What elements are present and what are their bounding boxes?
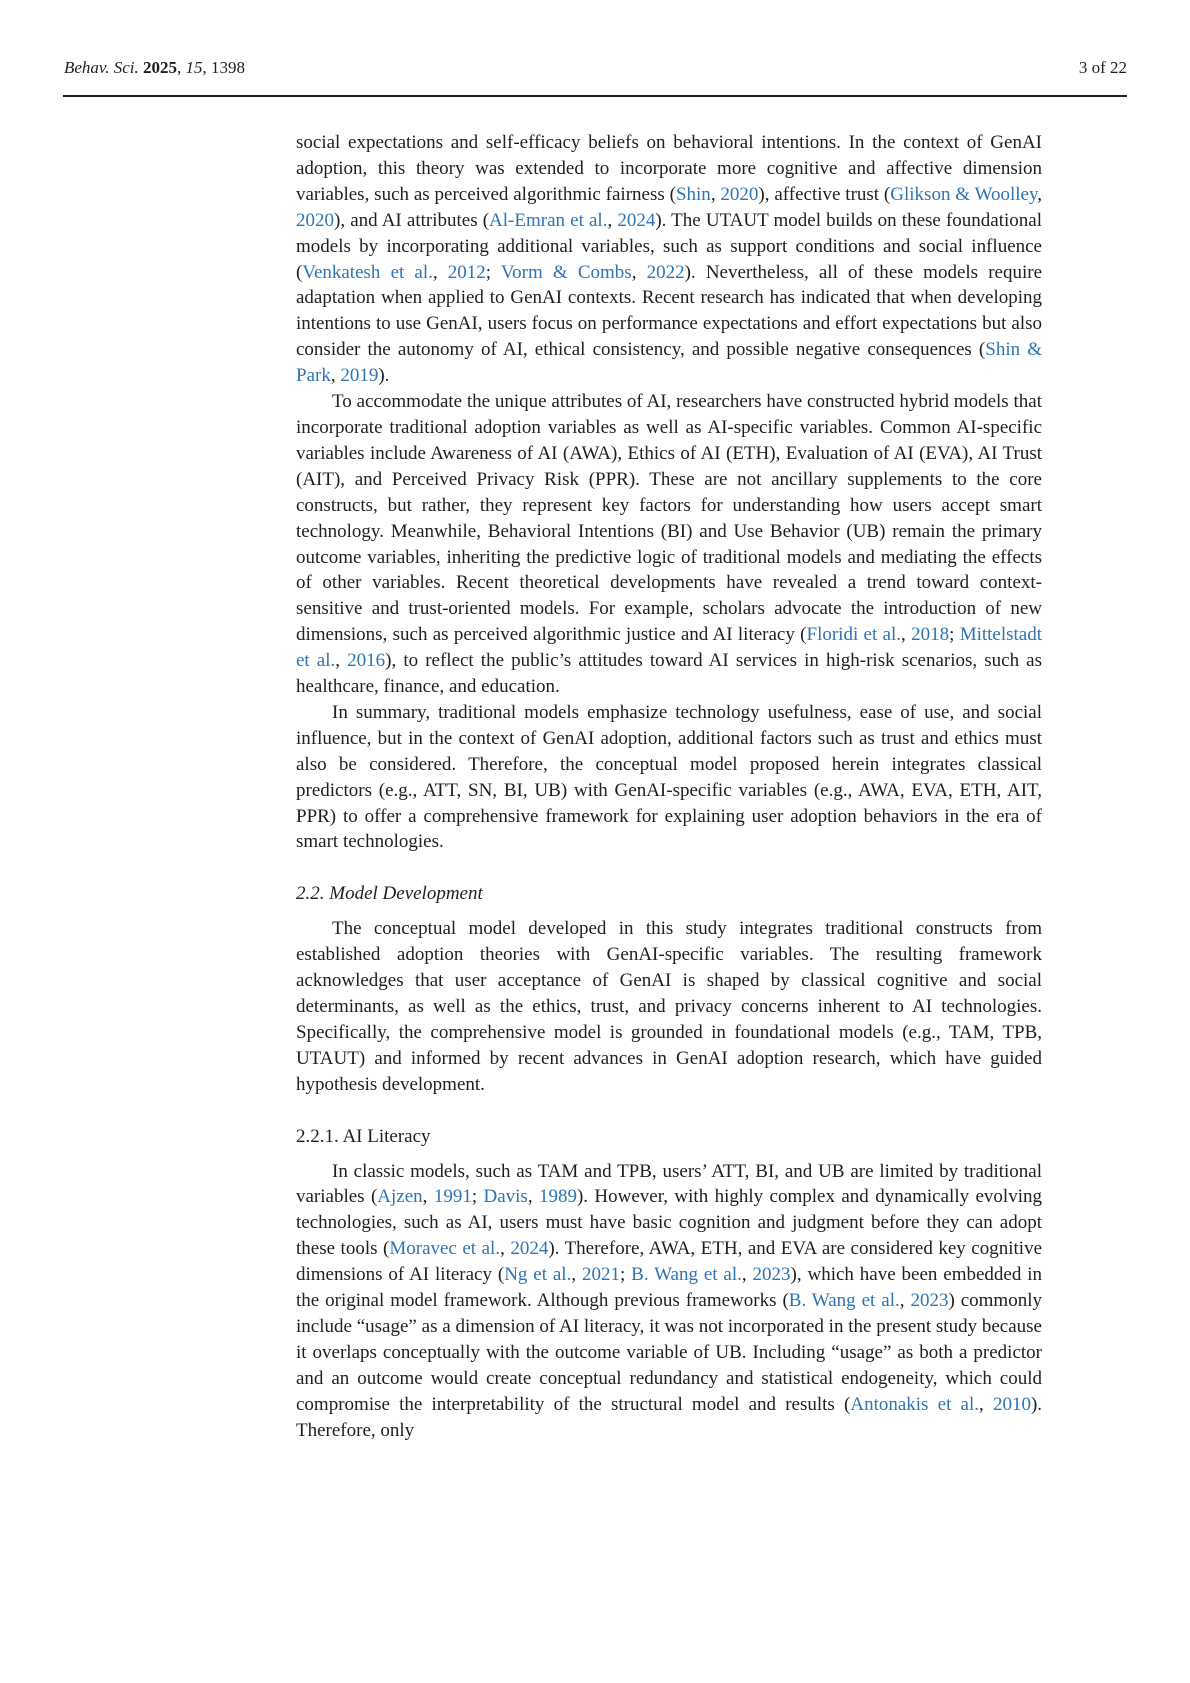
- running-head: [64, 58, 1127, 78]
- text-run: ). Nevertheless, all of these models require adaptation when applied to GenAI contexts. Recent research has indicated that when developing intentions to use GenAI, users focus on performance expectations and effort expectations but also consider the autonomy of AI, ethical consistency, and possible negative consequences (: [296, 261, 1043, 361]
- citation-link[interactable]: Venkatesh et al.: [302, 261, 433, 283]
- citation-link[interactable]: 2016: [347, 650, 386, 672]
- citation-link[interactable]: 2018: [911, 624, 950, 646]
- citation-link[interactable]: 2021: [581, 1264, 620, 1286]
- text-run: ,: [741, 1264, 753, 1286]
- citation-link[interactable]: 2019: [340, 365, 379, 387]
- citation-link[interactable]: B. Wang et al.: [631, 1264, 742, 1286]
- citation-link[interactable]: 2012: [447, 261, 486, 283]
- text-run: In summary, traditional models emphasize technology usefulness, ease of use, and social influence, but in the context of GenAI adoption, additional factors such as trust and ethics must also be considered. Therefore, the conceptual model proposed herein integrates classical predictors (e.g., ATT, SN, BI, UB) with GenAI-specific variables (e.g., AWA, EVA, ETH, AIT, PPR) to offer a comprehensive framework for explaining user adoption behaviors in the era of smart technologies.: [296, 701, 1042, 853]
- citation-link[interactable]: Al-Emran et al.: [489, 209, 608, 231]
- text-run: The conceptual model developed in this study integrates traditional constructs from established adoption theories with GenAI-specific variables. The resulting framework acknowledges that user acceptance of GenAI is shaped by classical cognitive and social determinants, as well as the ethics, trust, and privacy concerns inherent to AI technologies. Specifically, the comprehensive model is grounded in foundational models (e.g., TAM, TPB, UTAUT) and informed by recent advances in GenAI adoption research, which have guided hypothesis development.: [296, 918, 1042, 1095]
- citation-link[interactable]: B. Wang et al.: [788, 1290, 900, 1312]
- text-run: ). Therefore, only: [296, 1393, 1043, 1441]
- text-run: ;: [949, 624, 960, 646]
- citation-link[interactable]: Vorm & Combs: [500, 261, 632, 283]
- text-run: , 1398: [202, 58, 245, 77]
- citation-link[interactable]: 2020: [296, 209, 334, 231]
- citation-link[interactable]: 2023: [910, 1290, 949, 1312]
- header-rule: [63, 95, 1127, 97]
- text-run: ), affective trust (: [758, 183, 891, 205]
- citation-link[interactable]: 2022: [646, 261, 685, 283]
- text-run: ), which have been embedded in the original model framework. Although previous frameworks (: [296, 1264, 1042, 1312]
- citation-link[interactable]: Mittelstadt et al.: [296, 624, 1043, 672]
- text-run: ), and AI attributes (: [334, 209, 490, 231]
- page-number: 3 of 22: [1078, 58, 1127, 77]
- text-run: ;: [485, 261, 501, 283]
- citation-link[interactable]: 2024: [510, 1238, 549, 1260]
- text-run: ,: [1037, 183, 1042, 205]
- paragraph: [296, 916, 1042, 1097]
- citation-link[interactable]: 1989: [538, 1186, 577, 1208]
- text-run: ;: [471, 1186, 484, 1208]
- text-run: ,: [899, 1290, 911, 1312]
- text-run: ,: [422, 1186, 434, 1208]
- text-run: ,: [330, 365, 341, 387]
- text-run: ), to reflect the public’s attitudes toward AI services in high-risk scenarios, such as healthcare, finance, and education.: [296, 650, 1042, 698]
- text-run: ,: [176, 58, 186, 77]
- text-run: Behav. Sci.: [64, 58, 143, 77]
- text-run: social expectations and self-efficacy beliefs on behavioral intentions. In the context of GenAI adoption, this theory was extended to incorporate more cognitive and affective dimension variables, such as perceived algorithmic fairness (: [296, 132, 1042, 205]
- text-run: ). Therefore, AWA, ETH, and EVA are considered key cognitive dimensions of AI literacy (: [296, 1238, 1043, 1286]
- text-run: In classic models, such as TAM and TPB, users’ ATT, BI, and UB are limited by traditional variables (: [296, 1160, 1042, 1208]
- citation-link[interactable]: Ajzen: [377, 1186, 423, 1208]
- citation-link[interactable]: 2023: [752, 1264, 791, 1286]
- citation-link[interactable]: 2024: [617, 209, 656, 231]
- citation-link[interactable]: Ng et al.: [504, 1264, 572, 1286]
- text-run: To accommodate the unique attributes of AI, researchers have constructed hybrid models that incorporate traditional adoption variables as well as AI-specific variables. Common AI-specific variables include Awareness of AI (AWA), Ethics of AI (ETH), Evaluation of AI (EVA), AI Trust (AIT), and Perceived Privacy Risk (PPR). These are not ancillary supplements to the core constructs, but rather, they represent key factors for understanding how users accept smart technology. Meanwhile, Behavioral Intentions (BI) and Use Behavior (UB) remain the primary outcome variables, inheriting the predictive logic of traditional models and mediating the effects of other variables. Recent theoretical developments have revealed a trend toward context-sensitive and trust-oriented models. For example, scholars advocate the introduction of new dimensions, such as perceived algorithmic justice and AI literacy (: [296, 391, 1042, 646]
- text-run: ). The UTAUT model builds on these foundational models by incorporating additional variables, such as support conditions and social influence (: [296, 209, 1042, 283]
- citation-link[interactable]: 1991: [433, 1186, 472, 1208]
- text-run: ,: [432, 261, 448, 283]
- text-run: ) commonly include “usage” as a dimension of AI literacy, it was not incorporated in the present study because it overlaps conceptually with the outcome variable of UB. Including “usage” as both a predictor and an outcome would create conceptual redundancy and statistical endogeneity, which could compromise the interpretability of the structural model and results (: [296, 1290, 1042, 1415]
- text-run: ,: [500, 1238, 511, 1260]
- citation-link[interactable]: Floridi et al.: [806, 624, 902, 646]
- text-run: 15: [185, 58, 203, 77]
- text-run: ,: [335, 650, 348, 672]
- citation-link[interactable]: Shin: [675, 183, 711, 205]
- citation-link[interactable]: Antonakis et al.: [850, 1393, 979, 1415]
- text-run: ,: [979, 1393, 993, 1415]
- text-run: ,: [710, 183, 721, 205]
- text-run: ,: [527, 1186, 539, 1208]
- paragraph: [296, 1159, 1042, 1444]
- section-heading: 2.2.1. AI Literacy: [296, 1125, 431, 1147]
- section-heading: 2.2. Model Development: [296, 883, 483, 905]
- paragraph: [296, 389, 1042, 700]
- text-run: ,: [631, 261, 647, 283]
- citation-link[interactable]: Shin & Park: [296, 339, 1043, 387]
- citation-link[interactable]: Moravec et al.: [389, 1238, 501, 1260]
- journal-citation: [64, 58, 245, 78]
- text-run: ). However, with highly complex and dynamically evolving technologies, such as AI, users must have basic cognition and judgment before they can adopt these tools (: [296, 1186, 1042, 1260]
- paragraph: [296, 130, 1042, 389]
- article-body: [296, 130, 1042, 1444]
- text-run: 2025: [142, 58, 177, 77]
- text-run: ).: [378, 365, 390, 387]
- text-run: ;: [619, 1264, 632, 1286]
- citation-link[interactable]: 2020: [720, 183, 759, 205]
- citation-link[interactable]: Davis: [483, 1186, 528, 1208]
- citation-link[interactable]: 2010: [992, 1393, 1031, 1415]
- text-run: ,: [607, 209, 618, 231]
- citation-link[interactable]: Glikson & Woolley: [890, 183, 1038, 205]
- paragraph: [296, 700, 1042, 855]
- text-run: ,: [901, 624, 912, 646]
- text-run: ,: [571, 1264, 582, 1286]
